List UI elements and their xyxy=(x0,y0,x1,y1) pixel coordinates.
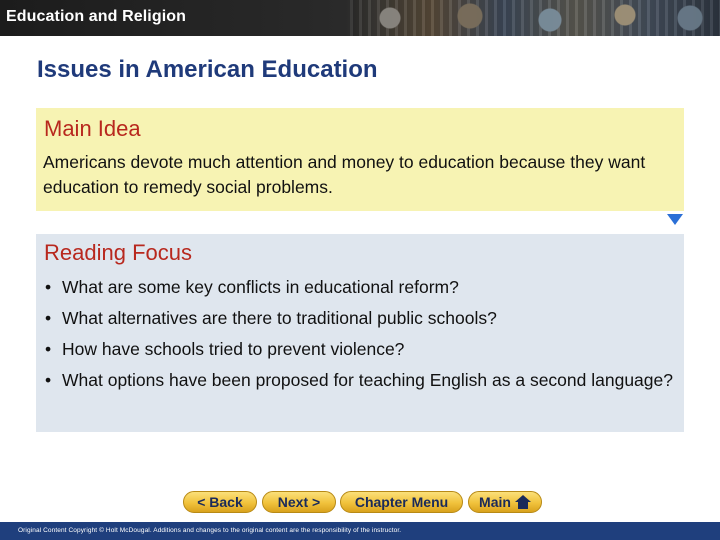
chapter-menu-button-label: Chapter Menu xyxy=(354,494,449,510)
next-button-label: Next > xyxy=(277,494,321,510)
list-item-text: What are some key conflicts in educational reform? xyxy=(62,277,459,297)
header-collage-image xyxy=(350,0,720,36)
copyright-text: Original Content Copyright © Holt McDougal. Additions and changes to the original content are the responsibility of the instructor. xyxy=(18,527,402,534)
header-banner xyxy=(0,0,720,36)
section-title: Education and Religion xyxy=(6,8,186,25)
list-item xyxy=(36,338,684,361)
main-idea-box xyxy=(36,108,684,211)
main-button[interactable] xyxy=(468,491,542,513)
list-item xyxy=(36,369,684,392)
page-title: Issues in American Education xyxy=(37,56,378,83)
bullet-icon: • xyxy=(45,308,52,328)
chapter-menu-button[interactable] xyxy=(340,491,463,513)
back-button-label: < Back xyxy=(197,494,243,510)
list-item-text: How have schools tried to prevent violence? xyxy=(62,339,405,359)
main-idea-heading: Main Idea xyxy=(44,116,141,141)
list-item xyxy=(36,276,684,299)
home-icon xyxy=(515,495,531,509)
back-button[interactable] xyxy=(183,491,257,513)
list-item-text: What options have been proposed for teaching English as a second language? xyxy=(62,370,673,390)
bullet-icon: • xyxy=(45,339,52,359)
reading-focus-list xyxy=(36,276,684,400)
main-button-label: Main xyxy=(479,494,511,510)
bullet-icon: • xyxy=(45,370,52,390)
bullet-icon: • xyxy=(45,277,52,297)
navigation-bar xyxy=(0,491,720,513)
list-item-text: What alternatives are there to traditional public schools? xyxy=(62,308,497,328)
footer-bar xyxy=(0,522,720,540)
reading-focus-heading: Reading Focus xyxy=(44,240,192,265)
next-button[interactable] xyxy=(262,491,336,513)
list-item xyxy=(36,307,684,330)
reading-focus-box xyxy=(36,234,684,432)
main-idea-text: Americans devote much attention and money to education because they want education to remedy social problems. xyxy=(43,152,646,197)
down-triangle-icon[interactable] xyxy=(667,214,683,225)
